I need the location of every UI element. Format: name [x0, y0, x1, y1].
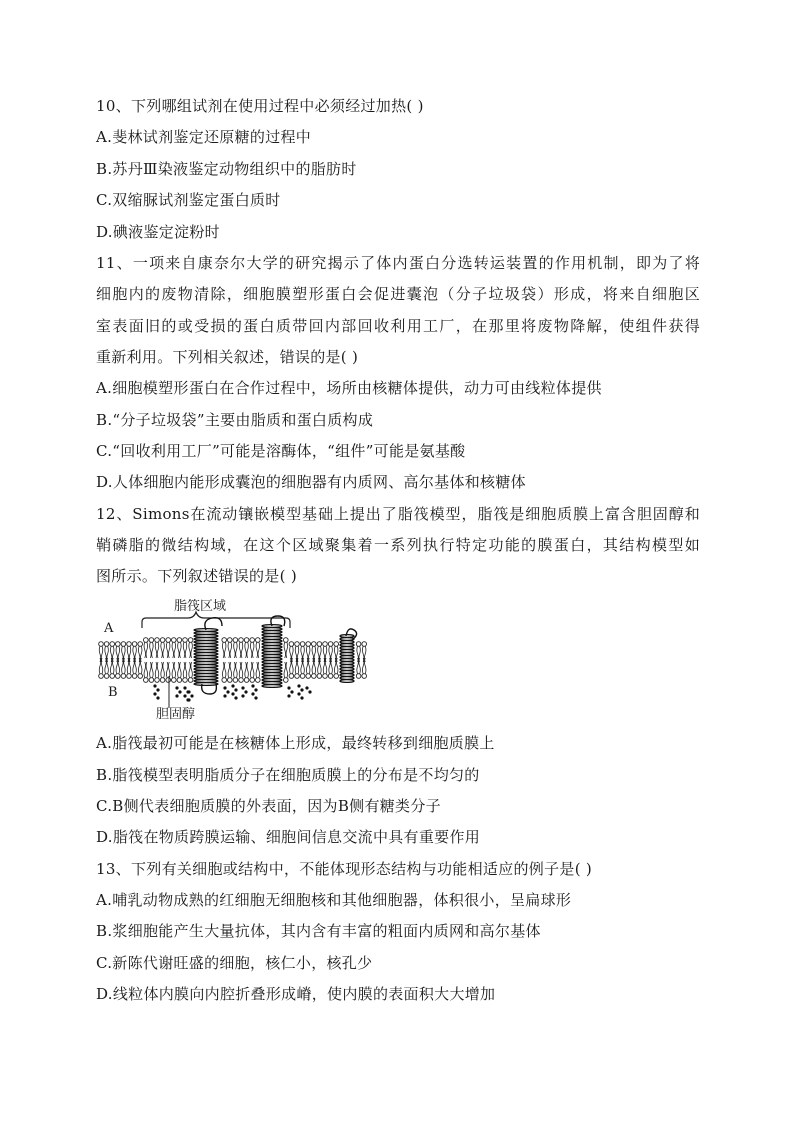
lipid-tail — [146, 662, 148, 678]
lipid-head — [334, 674, 339, 679]
lipid-tail — [334, 658, 336, 674]
membrane-proteins — [194, 616, 357, 694]
lipid-tail — [133, 658, 135, 674]
lipid-tail — [250, 642, 252, 658]
q13-option-a: A.哺乳动物成熟的红细胞无细胞核和其他细胞器，体积很小，呈扁球形 — [96, 891, 572, 909]
lipid-tail — [364, 658, 366, 674]
lipid-head — [99, 674, 104, 679]
lipid-head — [256, 638, 261, 643]
lipid-head — [116, 642, 121, 647]
lipid-tail — [362, 658, 364, 674]
lipid-tail — [292, 658, 294, 674]
lipid-tail — [222, 662, 224, 678]
lipid-head — [183, 638, 188, 643]
sugar-unit — [190, 694, 193, 697]
lipid-tail — [286, 642, 288, 658]
lipid-head — [328, 674, 333, 679]
q12-option-c: C.B侧代表细胞质膜的外表面，因为B侧有糖类分子 — [96, 797, 441, 815]
lipid-tail — [155, 662, 157, 678]
lipid-tail — [168, 642, 170, 658]
lipid-tail — [228, 642, 230, 658]
q12-stem-line-2: 鞘磷脂的微结构域，在这个区域聚集着一系列执行特定功能的膜蛋白，其结构模型如 — [96, 536, 700, 554]
lipid-tail — [185, 642, 187, 658]
sugar-unit — [234, 696, 237, 699]
lipid-tail — [230, 642, 232, 658]
raft-region-bracket — [142, 612, 290, 628]
lipid-tail — [222, 642, 224, 658]
sugar-unit — [308, 690, 311, 693]
lipid-head — [239, 638, 244, 643]
sugar-unit — [297, 684, 300, 687]
lipid-tail — [118, 658, 120, 674]
sugar-unit — [297, 692, 300, 695]
lipid-head — [172, 638, 177, 643]
lipid-tail — [174, 642, 176, 658]
q11-option-a: A.细胞模塑形蛋白在合作过程中，场所由核糖体提供，动力可由线粒体提供 — [96, 379, 602, 397]
lipid-head — [160, 638, 165, 643]
lipid-tail — [241, 662, 243, 678]
lipid-head — [334, 642, 339, 647]
q12-option-a: A.脂筏最初可能是在核糖体上形成，最终转移到细胞质膜上 — [96, 734, 495, 752]
lipid-head — [110, 642, 115, 647]
lipid-tail — [155, 642, 157, 658]
lipid-head — [244, 638, 249, 643]
lipid-tail — [110, 658, 112, 674]
sugar-unit — [241, 686, 244, 689]
q13-option-c: C.新陈代谢旺盛的细胞，核仁小，核孔少 — [96, 954, 373, 972]
q13-option-b: B.浆细胞能产生大量抗体，其内含有丰富的粗面内质网和高尔基体 — [96, 922, 541, 940]
lipid-tail — [312, 658, 314, 674]
lipid-tail — [183, 642, 185, 658]
cholesterol-label: 胆固醇 — [156, 707, 196, 722]
lipid-raft-figure — [94, 596, 376, 724]
lipid-tail — [144, 662, 146, 678]
lipid-tail — [105, 658, 107, 674]
lipid-tail — [161, 662, 163, 678]
sugar-unit — [153, 684, 156, 687]
lipid-head — [239, 678, 244, 683]
lipid-head — [312, 674, 317, 679]
lipid-tail — [129, 658, 131, 674]
q11-option-b: B.“分子垃圾袋”主要由脂质和蛋白质构成 — [96, 411, 374, 429]
lipid-tail — [258, 642, 260, 658]
lipid-head — [317, 642, 322, 647]
lipid-tail — [247, 662, 249, 678]
protein-helix-turn — [194, 683, 218, 686]
lipid-head — [250, 638, 255, 643]
lipid-head — [284, 678, 289, 683]
sugar-unit — [254, 688, 257, 691]
lipid-tail — [290, 658, 292, 674]
lipid-head — [121, 642, 126, 647]
lipid-tail — [112, 658, 114, 674]
lipid-head — [306, 642, 311, 647]
sugar-unit — [300, 688, 303, 691]
sugar-unit — [156, 688, 159, 691]
sugar-unit — [300, 696, 303, 699]
q11-stem-line-4: 重新利用。下列相关叙述，错误的是( ) — [96, 348, 359, 366]
lipid-tail — [234, 642, 236, 658]
lipid-head — [144, 678, 149, 683]
membrane-diagram — [94, 596, 376, 724]
lipid-tail — [228, 662, 230, 678]
lipid-head — [228, 678, 233, 683]
sugar-unit — [254, 696, 257, 699]
lipid-tail — [336, 658, 338, 674]
sugar-unit — [175, 694, 178, 697]
lipid-head — [132, 674, 137, 679]
lipid-tail — [138, 658, 140, 674]
lipid-head — [362, 674, 367, 679]
q10-option-b: B.苏丹Ⅲ染液鉴定动物组织中的脂肪时 — [96, 160, 357, 178]
lipid-tail — [323, 658, 325, 674]
q12-stem-line-3: 图所示。下列叙述错误的是( ) — [96, 567, 297, 585]
sugar-unit — [156, 696, 159, 699]
lipid-tail — [99, 658, 101, 674]
lipid-tail — [166, 642, 168, 658]
lipid-tail — [314, 658, 316, 674]
lipid-tail — [191, 662, 193, 678]
lipid-tail — [318, 658, 320, 674]
lipid-head — [295, 674, 300, 679]
sugar-unit — [290, 690, 293, 693]
q12-stem-line-1: 12、Simons在流动镶嵌模型基础上提出了脂筏模型，脂筏是细胞质膜上富含胆固醇和 — [96, 505, 700, 523]
lipid-tail — [284, 642, 286, 658]
lipid-head — [166, 638, 171, 643]
lipid-head — [99, 642, 104, 647]
sugar-unit — [175, 686, 178, 689]
lipid-tail — [172, 662, 174, 678]
lipid-head — [166, 678, 171, 683]
lipid-tail — [224, 642, 226, 658]
lipid-tail — [320, 658, 322, 674]
lipid-tail — [166, 662, 168, 678]
lipid-head — [328, 642, 333, 647]
lipid-head — [127, 674, 132, 679]
lipid-head — [121, 674, 126, 679]
lipid-tail — [286, 662, 288, 678]
sugar-unit — [187, 690, 190, 693]
lipid-tail — [183, 662, 185, 678]
lipid-tail — [101, 658, 103, 674]
q11-stem-line-2: 细胞内的废物清除，细胞膜塑形蛋白会促进囊泡（分子垃圾袋）形成，将来自细胞区 — [96, 285, 700, 303]
sugar-unit — [251, 692, 254, 695]
lipid-head — [312, 642, 317, 647]
sugar-unit — [287, 686, 290, 689]
q12-option-b: B.脂筏模型表明脂质分子在细胞质膜上的分布是不均匀的 — [96, 766, 480, 784]
lipid-head — [289, 642, 294, 647]
lipid-tail — [124, 658, 126, 674]
outer-leaflet-heads — [99, 638, 367, 647]
lipid-head — [323, 642, 328, 647]
lipid-head — [362, 642, 367, 647]
lipid-tail — [252, 642, 254, 658]
lipid-tail — [357, 658, 359, 674]
lipid-tail — [284, 662, 286, 678]
lipid-head — [116, 674, 121, 679]
sugar-unit — [153, 692, 156, 695]
lipid-tail — [180, 642, 182, 658]
lipid-tail — [135, 658, 137, 674]
lipid-tail — [180, 662, 182, 678]
lipid-tail — [245, 662, 247, 678]
lipid-head — [160, 678, 165, 683]
lipid-tail — [297, 658, 299, 674]
lipid-tail — [250, 662, 252, 678]
lipid-head — [222, 678, 227, 683]
lipid-head — [306, 674, 311, 679]
lipid-tail — [189, 662, 191, 678]
lipid-tail — [295, 658, 297, 674]
lipid-tail — [239, 642, 241, 658]
sugar-unit — [244, 690, 247, 693]
lipid-head — [110, 674, 115, 679]
lipid-tail — [122, 658, 124, 674]
q11-stem-line-1: 11、一项来自康奈尔大学的研究揭示了体内蛋白分选转运装置的作用机制，即为了将 — [96, 254, 700, 272]
q13-option-d: D.线粒体内膜向内腔折叠形成嵴，使内膜的表面积大大增加 — [96, 985, 496, 1003]
lipid-head — [356, 642, 361, 647]
lipid-tail — [308, 658, 310, 674]
lipid-tail — [152, 642, 154, 658]
sugar-unit — [305, 686, 308, 689]
sugar-unit — [241, 694, 244, 697]
lipid-head — [183, 678, 188, 683]
lipid-tail — [163, 642, 165, 658]
q12-option-d: D.脂筏在物质跨膜运输、细胞间信息交流中具有重要作用 — [96, 828, 481, 846]
sugar-unit — [251, 684, 254, 687]
q11-stem-line-3: 室表面旧的或受损的蛋白质带回内部回收利用工厂，在那里将废物降解，使组件获得 — [96, 317, 700, 335]
lipid-head — [233, 638, 238, 643]
protein-helix-turn — [262, 685, 282, 688]
lipid-head — [149, 638, 154, 643]
q10-option-d: D.碘液鉴定淀粉时 — [96, 223, 220, 241]
lipid-tail — [152, 662, 154, 678]
sugar-unit — [231, 692, 234, 695]
lipid-head — [295, 642, 300, 647]
lipid-tail — [247, 642, 249, 658]
lipid-tail — [116, 658, 118, 674]
sugar-unit — [231, 684, 234, 687]
lipid-head — [300, 642, 305, 647]
lipid-head — [244, 678, 249, 683]
protein-helix-turn — [340, 680, 354, 683]
q10-stem: 10、下列哪组试剂在使用过程中必须经过加热( ) — [96, 97, 424, 115]
lipid-tail — [157, 662, 159, 678]
q10-option-a: A.斐林试剂鉴定还原糖的过程中 — [96, 128, 312, 146]
lipid-tail — [150, 662, 152, 678]
lipid-head — [172, 678, 177, 683]
lipid-tail — [224, 662, 226, 678]
lipid-tail — [241, 642, 243, 658]
lipid-tail — [245, 642, 247, 658]
lipid-head — [177, 638, 182, 643]
q10-option-c: C.双缩脲试剂鉴定蛋白质时 — [96, 191, 281, 209]
lipid-tail — [146, 642, 148, 658]
sugar-chains — [153, 684, 311, 701]
lipid-tail — [236, 662, 238, 678]
lipid-tail — [359, 658, 361, 674]
lipid-tail — [189, 642, 191, 658]
lipid-tail — [306, 658, 308, 674]
lipid-tail — [256, 662, 258, 678]
lipid-tail — [174, 662, 176, 678]
sugar-unit — [183, 694, 186, 697]
lipid-tail — [172, 642, 174, 658]
lipid-tail — [230, 662, 232, 678]
lipid-head — [104, 674, 109, 679]
lipid-tail — [185, 662, 187, 678]
raft-region-label: 脂筏区域 — [174, 599, 227, 614]
sugar-unit — [178, 690, 181, 693]
lipid-head — [188, 678, 193, 683]
lipid-head — [127, 642, 132, 647]
sugar-unit — [187, 698, 190, 701]
lipid-tail — [107, 658, 109, 674]
lipid-tail — [252, 662, 254, 678]
lipid-head — [323, 674, 328, 679]
lipid-head — [289, 674, 294, 679]
q11-option-c: C.“回收利用工厂”可能是溶酶体，“组件”可能是氨基酸 — [96, 442, 466, 460]
lipid-head — [188, 638, 193, 643]
lipid-head — [300, 674, 305, 679]
lipid-tail — [144, 642, 146, 658]
q11-option-d: D.人体细胞内能形成囊泡的细胞器有内质网、高尔基体和核糖体 — [96, 473, 526, 491]
sugar-unit — [223, 694, 226, 697]
lipid-head — [144, 638, 149, 643]
lipid-head — [233, 678, 238, 683]
lipid-tail — [140, 658, 142, 674]
lipid-head — [228, 638, 233, 643]
lipid-head — [155, 678, 160, 683]
lipid-head — [177, 678, 182, 683]
lipid-tail — [258, 662, 260, 678]
lipid-head — [104, 642, 109, 647]
lipid-tail — [236, 642, 238, 658]
lipid-tail — [191, 642, 193, 658]
lipid-tails — [99, 642, 366, 678]
lipid-head — [250, 678, 255, 683]
side-b-label: B — [108, 685, 118, 700]
lipid-head — [317, 674, 322, 679]
lipid-tail — [303, 658, 305, 674]
lipid-head — [132, 642, 137, 647]
lipid-tail — [325, 658, 327, 674]
sugar-unit — [226, 690, 229, 693]
lipid-tail — [168, 662, 170, 678]
lipid-tail — [331, 658, 333, 674]
lipid-tail — [161, 642, 163, 658]
lipid-tail — [178, 642, 180, 658]
inner-leaflet-heads — [99, 674, 367, 683]
lipid-tail — [127, 658, 129, 674]
lipid-tail — [178, 662, 180, 678]
lipid-head — [149, 678, 154, 683]
lipid-head — [256, 678, 261, 683]
lipid-tail — [234, 662, 236, 678]
lipid-head — [356, 674, 361, 679]
lipid-tail — [301, 658, 303, 674]
lipid-tail — [329, 658, 331, 674]
lipid-head — [284, 638, 289, 643]
q13-stem: 13、下列有关细胞或结构中，不能体现形态结构与功能相适应的例子是( ) — [96, 860, 593, 878]
lipid-head — [138, 642, 143, 647]
lipid-tail — [157, 642, 159, 658]
sugar-unit — [223, 686, 226, 689]
lipid-tail — [239, 662, 241, 678]
sugar-unit — [183, 686, 186, 689]
lipid-tail — [256, 642, 258, 658]
lipid-head — [138, 674, 143, 679]
side-a-label: A — [104, 621, 114, 636]
sugar-unit — [234, 688, 237, 691]
lipid-head — [222, 638, 227, 643]
lipid-tail — [163, 662, 165, 678]
lipid-head — [155, 638, 160, 643]
sugar-unit — [287, 694, 290, 697]
lipid-tail — [150, 642, 152, 658]
